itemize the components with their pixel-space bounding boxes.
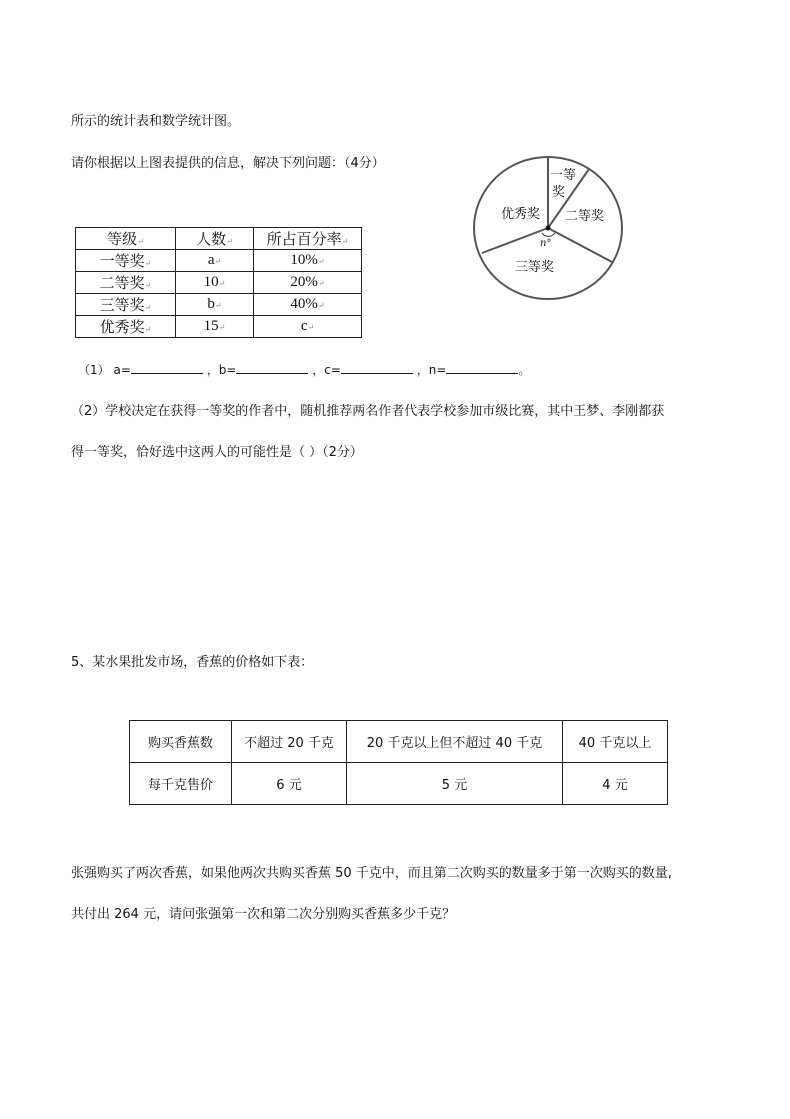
cell-tier-1: 不超过 20 千克 (232, 721, 347, 763)
cell-level: 三等奖↵ (76, 294, 176, 316)
cell-price-1: 6 元 (232, 763, 347, 805)
header-level: 等级↵ (76, 228, 176, 250)
cell-level: 二等奖↵ (76, 272, 176, 294)
table-row (76, 294, 362, 316)
cell-percent: 20%↵ (254, 272, 362, 294)
cell-count: b↵ (176, 294, 254, 316)
table-row (76, 272, 362, 294)
cell-count: 15↵ (176, 316, 254, 338)
banana-price-table (129, 720, 668, 805)
table-row (130, 763, 668, 805)
question-2-line-1: （2）学校决定在获得一等奖的作者中，随机推荐两名作者代表学校参加市级比赛，其中王梦、李刚都获 (71, 404, 665, 419)
pie-center-dot (546, 226, 551, 231)
header-percent: 所占百分率↵ (254, 228, 362, 250)
header-count: 人数↵ (176, 228, 254, 250)
award-stats-table (75, 227, 362, 338)
pie-label-excellent: 优秀奖 (501, 207, 541, 222)
q1-end: 。 (518, 363, 531, 377)
cell-level: 优秀奖↵ (76, 316, 176, 338)
intro-line: 所示的统计表和数学统计图。 (71, 114, 241, 129)
question-5-text-2: 共付出 264 元，请问张强第一次和第二次分别购买香蕉多少千克？ (71, 907, 456, 922)
cell-level: 一等奖↵ (76, 250, 176, 272)
q1-label-a: a= (113, 363, 131, 377)
pie-label-angle: n° (540, 238, 552, 249)
instruction-line: 请你根据以上图表提供的信息，解决下列问题：（4分） (71, 156, 385, 171)
q1-label-c: ，c= (312, 363, 341, 377)
q1-label-b: ，b= (206, 363, 237, 377)
pie-label-second: 二等奖 (565, 209, 605, 224)
answer-blank-n[interactable] (446, 362, 518, 374)
answer-blank-c[interactable] (341, 362, 413, 374)
cell-price-2: 5 元 (347, 763, 563, 805)
answer-blank-b[interactable] (236, 362, 308, 374)
pie-label-third: 三等奖 (515, 260, 555, 275)
question-2-line-2: 得一等奖，恰好选中这两人的可能性是（ ）（2分） (71, 445, 363, 460)
cell-tier-2: 20 千克以上但不超过 40 千克 (347, 721, 563, 763)
cell-tier-3: 40 千克以上 (563, 721, 668, 763)
table-row (76, 316, 362, 338)
pie-label-first-2: 奖 (552, 185, 566, 200)
q1-label-n: ，n= (416, 363, 447, 377)
question-5-title: 5、某水果批发市场，香蕉的价格如下表： (71, 655, 314, 670)
cell-count: a↵ (176, 250, 254, 272)
cell-count: 10↵ (176, 272, 254, 294)
table-row (130, 721, 668, 763)
q1-prefix: （1） (78, 363, 110, 377)
cell-header-price: 每千克售价 (130, 763, 232, 805)
award-pie-chart (472, 150, 630, 304)
cell-header-amount: 购买香蕉数 (130, 721, 232, 763)
pie-divider-second-third (548, 228, 612, 262)
pie-divider-third-excellent (482, 228, 548, 253)
cell-percent: 10%↵ (254, 250, 362, 272)
pie-label-first: 一等 (550, 168, 577, 183)
cell-percent: c↵ (254, 316, 362, 338)
question-1 (78, 361, 530, 378)
cell-percent: 40%↵ (254, 294, 362, 316)
pie-angle-arc (542, 233, 555, 236)
cell-price-3: 4 元 (563, 763, 668, 805)
table-header-row (76, 228, 362, 250)
table-row (76, 250, 362, 272)
answer-blank-a[interactable] (131, 362, 203, 374)
question-5-text-1: 张强购买了两次香蕉，如果他两次共购买香蕉 50 千克中，而且第二次购买的数量多于第一次购买的数量, (71, 866, 672, 881)
